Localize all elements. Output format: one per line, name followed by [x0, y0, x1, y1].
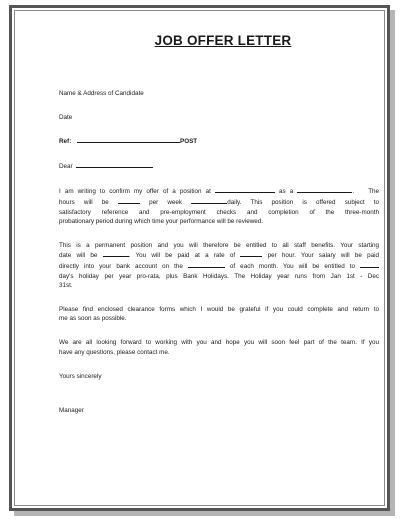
paragraph-1-row-1 — [59, 186, 379, 197]
ref-line — [59, 136, 379, 147]
paragraph-4 — [59, 338, 379, 357]
start-date-blank — [103, 250, 129, 257]
holiday-days-blank — [360, 261, 379, 268]
paragraph-1-row-2 — [59, 197, 379, 208]
dear-blank — [76, 161, 153, 168]
paragraph-2 — [59, 241, 379, 291]
p1-text-a: I am writing to confirm my offer of a position at — [59, 188, 211, 196]
p1-text-b: as a — [279, 188, 294, 196]
p1-text-f: per week — [149, 198, 183, 206]
position-blank — [297, 186, 355, 196]
paragraph-1-row-3: satisfactory reference and pre-employment checks and completion of the three-month — [59, 208, 379, 216]
name-address-line: Name & Address of Candidate — [59, 90, 144, 97]
post-label: POST — [180, 138, 198, 146]
dear-line — [59, 161, 379, 172]
paragraph-1-row-4: probationary period during which time your performance will be reviewed. — [59, 218, 264, 226]
p2-text-b: . You will be paid at a rate of — [128, 252, 236, 260]
p2-text-d: directly into your bank account on the — [59, 262, 183, 270]
letter-body — [59, 33, 379, 415]
p2-text-c: per hour. Your salary will be paid — [267, 252, 379, 260]
paragraph-2-row-4: day's holiday per year pro-rata, plus Bank Holidays. The Holiday year runs from Jan 1st - Dec — [59, 272, 379, 280]
p2-text-a: date will be — [59, 252, 98, 260]
p2-text-e: of each month. You will be entitled to — [229, 262, 355, 270]
date-line: Date — [59, 113, 73, 121]
paragraph-4-row-2: have any questions, please contact me. — [59, 348, 170, 356]
company-blank — [215, 186, 275, 193]
hours-blank — [118, 197, 140, 204]
letter-title: JOB OFFER LETTER — [154, 33, 292, 48]
p1-text-g: daily. This position is offered subject to — [227, 198, 380, 206]
ref-label: Ref: — [59, 138, 72, 146]
p1-text-e: hours will be — [59, 198, 109, 206]
paragraph-2-row-1: This is a permanent position and you will therefore be entitled to all staff benefits. Your starting — [59, 241, 379, 249]
paragraph-3-row-2: me as soon as possible. — [59, 315, 127, 323]
ref-blank — [77, 136, 180, 143]
paragraph-4-row-1: We are all looking forward to working with you and hope you will soon feel part of the team. If you — [59, 338, 379, 346]
dear-label: Dear — [59, 162, 73, 170]
paragraph-3-row-1: Please find enclosed clearance forms which I would be grateful if you could complete and return to — [59, 305, 379, 313]
paragraph-3 — [59, 305, 379, 324]
closing-line: Yours sincerely — [59, 373, 102, 381]
pay-day-blank — [188, 261, 225, 268]
rate-blank — [240, 250, 262, 257]
paragraph-2-row-5: 31st. — [59, 282, 73, 290]
p1-text-d: The — [368, 188, 380, 196]
signatory-line: Manager — [59, 406, 84, 414]
paragraph-2-row-3 — [59, 261, 379, 272]
paragraph-2-row-2 — [59, 250, 379, 261]
paragraph-1 — [59, 186, 379, 226]
p1-text-c: . — [352, 188, 355, 196]
daily-hours-blank — [191, 197, 227, 204]
